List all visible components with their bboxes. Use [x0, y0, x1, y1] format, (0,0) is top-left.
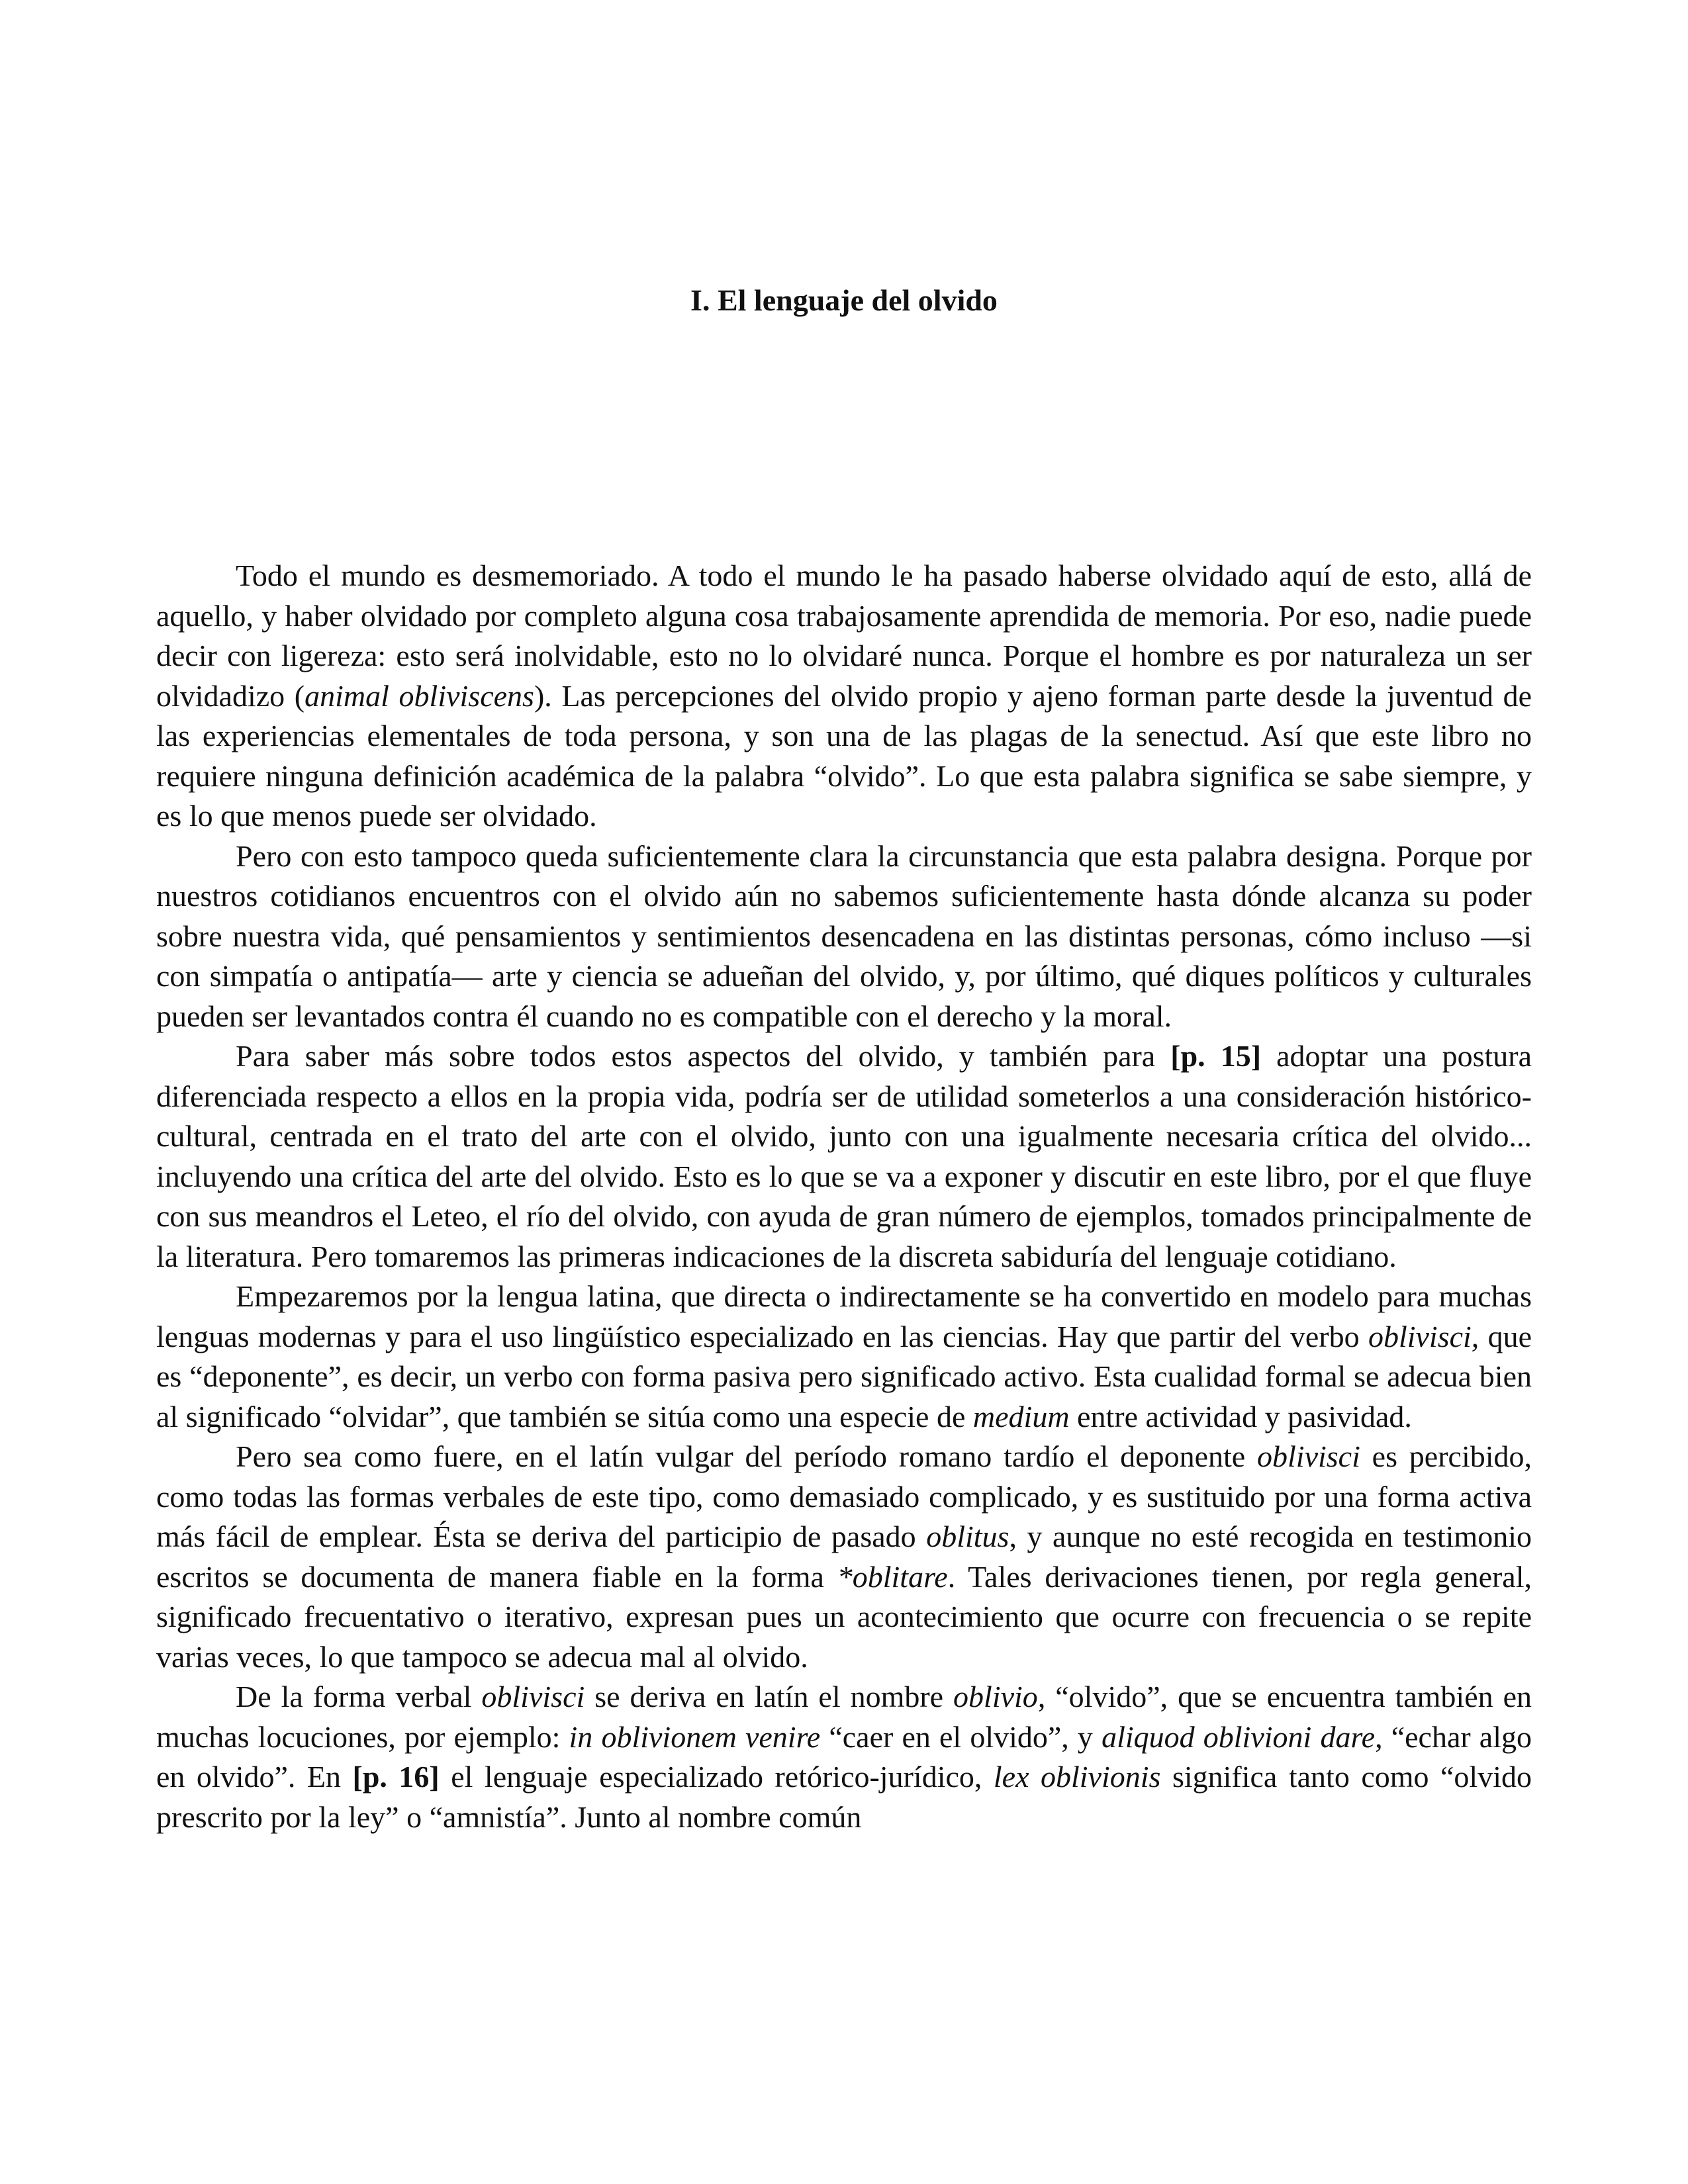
paragraph — [156, 1036, 1532, 1277]
italic-term: lex oblivionis — [993, 1760, 1161, 1794]
text-segment: . Tales derivaciones tienen, por regla general, significado frecuentativo o iterativo, expresan pues un acontecimiento que ocurre con frecuencia o se repite varias veces, lo que tampoco se adecua mal al olvido. — [156, 1559, 1532, 1674]
paragraph — [156, 1677, 1532, 1837]
text-segment: el lenguaje especializado retórico-jurídico, — [439, 1760, 994, 1794]
italic-term: oblivisci — [481, 1680, 585, 1713]
body-text — [156, 556, 1532, 1837]
text-segment: , “olvido”, que se encuentra también en muchas locuciones, por ejemplo: — [156, 1680, 1532, 1754]
italic-term: aliquod oblivioni dare — [1102, 1719, 1376, 1754]
paragraph — [156, 1277, 1532, 1437]
page-marker: [p. 16] — [352, 1760, 440, 1794]
text-segment: es percibido, como todas las formas verbales de este tipo, como demasiado complicado, y es sustituido por una forma activa más fácil de emplear. Ésta se deriva del participio de pasado — [156, 1439, 1532, 1553]
page-marker: [p. 15] — [1170, 1039, 1262, 1073]
text-segment: De la forma verbal — [236, 1680, 482, 1713]
text-segment: Empezaremos por la lengua latina, que directa o indirectamente se ha convertido en modelo para muchas lenguas modernas y para el uso lingüístico especializado en las ciencias. Hay que partir del verbo — [156, 1279, 1532, 1353]
text-segment: Pero sea como fuere, en el latín vulgar del período romano tardío el deponente — [236, 1439, 1258, 1473]
text-segment: se deriva en latín el nombre — [585, 1680, 954, 1713]
paragraph — [156, 556, 1532, 837]
paragraph — [156, 1437, 1532, 1677]
text-segment: Todo el mundo es desmemoriado. A todo el mundo le ha pasado haberse olvidado aquí de esto, allá de aquello, y haber olvidado por completo alguna cosa trabajosamente aprendida de memoria. Por eso, nadie puede decir con ligereza: esto será inolvidable, esto no lo olvidaré nunca. Porque el hombre es por naturaleza un ser olvidadizo ( — [156, 559, 1532, 713]
italic-term: *oblitare — [837, 1559, 948, 1594]
text-segment: entre actividad y pasividad. — [1069, 1399, 1412, 1433]
paragraph — [156, 837, 1532, 1037]
italic-term: oblitus — [926, 1520, 1009, 1553]
text-segment: significa tanto como “olvido prescrito por la ley” o “amnistía”. Junto al nombre común — [156, 1760, 1532, 1834]
italic-term: oblivio — [953, 1680, 1038, 1713]
text-segment: ). Las percepciones del olvido propio y ajeno forman parte desde la juventud de las experiencias elementales de toda persona, y son una de las plagas de la senectud. Así que este libro no requiere ninguna definición académica de la palabra “olvido”. Lo que esta palabra significa se sabe siempre, y es lo que menos puede ser olvidado. — [156, 678, 1532, 833]
text-segment: , y aunque no esté recogida en testimonio escritos se documenta de manera fiable en la forma — [156, 1520, 1532, 1594]
text-segment: Pero con esto tampoco queda suficientemente clara la circunstancia que esta palabra designa. Porque por nuestros cotidianos encuentros con el olvido aún no sabemos suficientemente hasta dónde alcanza su poder sobre nuestra vida, qué pensamientos y sentimientos desencadena en las distintas personas, cómo incluso —si con simpatía o antipatía— arte y ciencia se adueñan del olvido, y, por último, qué diques políticos y culturales pueden ser levantados contra él cuando no es compatible con el derecho y la moral. — [156, 839, 1532, 1033]
text-segment: , “echar algo en olvido”. En — [156, 1719, 1532, 1794]
italic-term: medium — [972, 1399, 1070, 1433]
italic-term: animal obliviscens — [305, 678, 534, 713]
italic-term: oblivisci — [1257, 1439, 1360, 1473]
italic-term: oblivisci, — [1368, 1319, 1479, 1353]
text-segment: adoptar una postura diferenciada respecto a ellos en la propia vida, podría ser de utilidad someterlos a una consideración histórico-cultural, centrada en el trato del arte con el olvido, junto con una igualmente necesaria crítica del olvido... incluyendo una crítica del arte del olvido. Esto es lo que se va a exponer y discutir en este libro, por el que fluye con sus meandros el Leteo, el río del olvido, con ayuda de gran número de ejemplos, tomados principalmente de la literatura. Pero tomaremos las primeras indicaciones de la discreta sabiduría del lenguaje cotidiano. — [156, 1039, 1532, 1273]
text-segment: Para saber más sobre todos estos aspectos del olvido, y también para — [236, 1039, 1171, 1073]
text-segment: que es “deponente”, es decir, un verbo con forma pasiva pero significado activo. Esta cualidad formal se adecua bien al significado “olvidar”, que también se sitúa como una especie de — [156, 1319, 1532, 1433]
italic-term: in oblivionem venire — [569, 1719, 821, 1754]
chapter-title: I. El lenguaje del olvido — [690, 283, 998, 317]
text-segment: “caer en el olvido”, y — [820, 1719, 1102, 1754]
